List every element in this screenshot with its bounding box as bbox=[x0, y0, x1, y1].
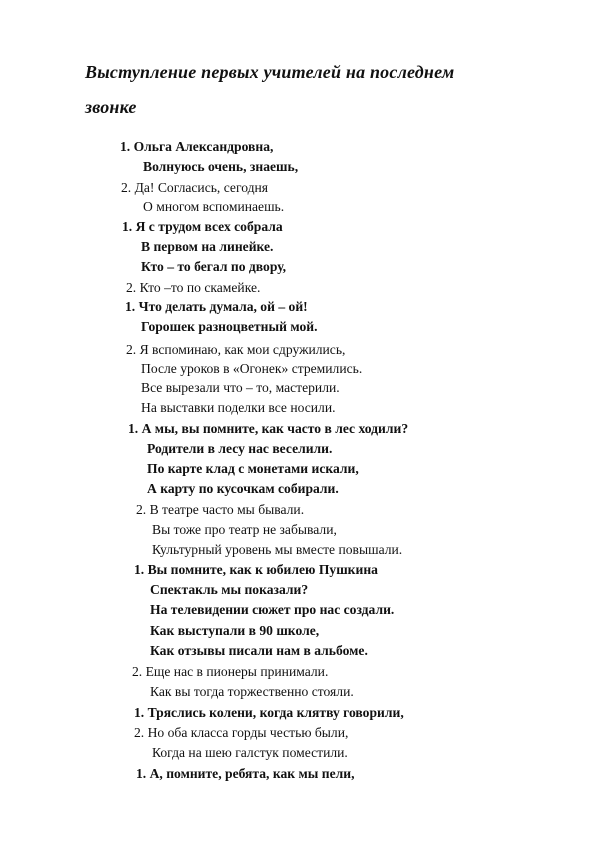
poem-line: О многом вспоминаешь. bbox=[143, 199, 285, 214]
poem-line: Когда на шею галстук поместили. bbox=[152, 745, 348, 760]
poem-line: Родители в лесу нас веселили. bbox=[147, 441, 333, 456]
poem-line: После уроков в «Огонек» стремились. bbox=[141, 361, 363, 376]
poem-line: 1. Что делать думала, ой – ой! bbox=[125, 299, 308, 314]
poem-line: Горошек разноцветный мой. bbox=[141, 319, 318, 334]
poem-line: Вы тоже про театр не забывали, bbox=[152, 522, 337, 537]
poem-line: 2. Кто –то по скамейке. bbox=[126, 280, 261, 295]
poem-line: А карту по кусочкам собирали. bbox=[147, 481, 339, 496]
poem-line: Как отзывы писали нам в альбоме. bbox=[150, 643, 368, 658]
poem-line: Как вы тогда торжественно стояли. bbox=[150, 684, 354, 699]
poem-line: 2. Да! Согласись, сегодня bbox=[121, 180, 269, 195]
poem-line: 2. Но оба класса горды честью были, bbox=[134, 725, 349, 740]
poem-line: На телевидении сюжет про нас создали. bbox=[150, 602, 395, 617]
poem-line: Как выступали в 90 школе, bbox=[150, 623, 320, 638]
poem-line: На выставки поделки все носили. bbox=[141, 400, 336, 415]
poem-line: 1. Я с трудом всех собрала bbox=[122, 219, 283, 234]
poem-line: 1. А, помните, ребята, как мы пели, bbox=[136, 766, 355, 781]
poem-line: Спектакль мы показали? bbox=[150, 582, 309, 597]
poem-line: 2. Еще нас в пионеры принимали. bbox=[132, 664, 329, 679]
poem-line: 1. Тряслись колени, когда клятву говорили, bbox=[134, 705, 404, 720]
document-title-line-2: звонке bbox=[85, 97, 137, 117]
poem-line: 2. В театре часто мы бывали. bbox=[136, 502, 305, 517]
poem-line: По карте клад с монетами искали, bbox=[147, 461, 359, 476]
poem-line: Кто – то бегал по двору, bbox=[141, 259, 287, 274]
poem-line: Культурный уровень мы вместе повышали. bbox=[152, 542, 403, 557]
poem-line: 2. Я вспоминаю, как мои сдружились, bbox=[126, 342, 346, 357]
poem-line: Все вырезали что – то, мастерили. bbox=[141, 380, 340, 395]
poem-line: В первом на линейке. bbox=[141, 239, 274, 254]
poem-line: Волнуюсь очень, знаешь, bbox=[143, 159, 299, 174]
poem-line: 1. А мы, вы помните, как часто в лес ходили? bbox=[128, 421, 409, 436]
poem-line: 1. Вы помните, как к юбилею Пушкина bbox=[134, 562, 378, 577]
poem-line: 1. Ольга Александровна, bbox=[120, 139, 274, 154]
document-title-line-1: Выступление первых учителей на последнем bbox=[85, 62, 455, 82]
